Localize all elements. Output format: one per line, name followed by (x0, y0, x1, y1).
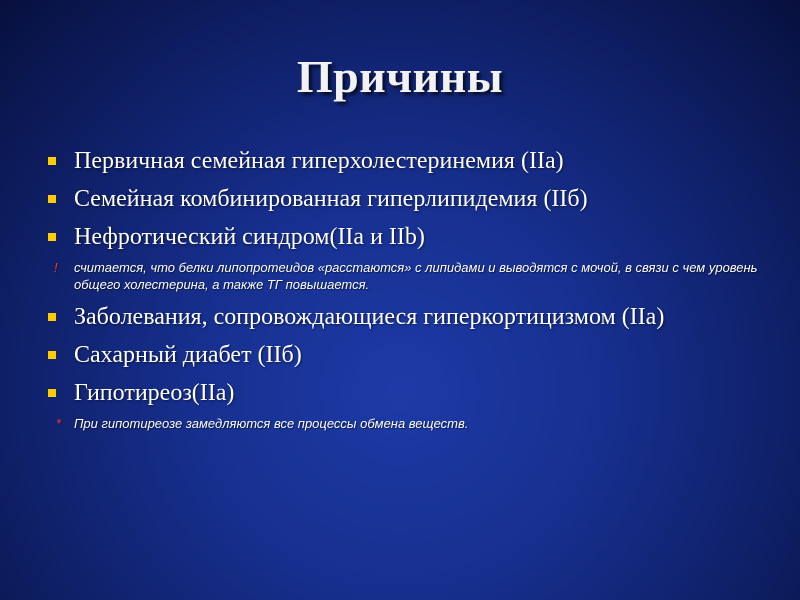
square-bullet-icon (48, 157, 56, 165)
note-proteins (44, 259, 764, 293)
note-hypothyroidism (44, 415, 764, 432)
list-item (44, 377, 764, 409)
list-item-text: Первичная семейная гиперхолестеринемия (IIa) (74, 148, 564, 174)
note-text: При гипотиреозе замедляются все процессы обмена веществ. (74, 416, 469, 431)
list-item-text: Семейная комбинированная гиперлипидемия (IIб) (74, 186, 588, 212)
note-text: считается, что белки липопротеидов «расстаются» с липидами и выводятся с мочой, в связи с чем уровень общего холестерина, а также ТГ повышается. (74, 260, 758, 292)
asterisk-mark: * (56, 416, 62, 431)
list-item-text: Гипотиреоз(IIa) (74, 380, 235, 406)
square-bullet-icon (48, 313, 56, 321)
square-bullet-icon (48, 389, 56, 397)
exclamation-mark: ! (54, 260, 58, 275)
list-item-text: Заболевания, сопровождающиеся гиперкортицизмом (IIa) (74, 304, 665, 330)
list-item-text: Нефротический синдром(IIa и IIb) (74, 224, 425, 250)
list-item (44, 183, 764, 215)
list-item (44, 301, 764, 333)
square-bullet-icon (48, 195, 56, 203)
square-bullet-icon (48, 233, 56, 241)
list-item (44, 221, 764, 253)
list-item-text: Сахарный диабет (IIб) (74, 342, 302, 368)
list-item (44, 145, 764, 177)
square-bullet-icon (48, 351, 56, 359)
list-item (44, 339, 764, 371)
causes-list (44, 145, 764, 440)
slide-title: Причины (296, 51, 504, 102)
